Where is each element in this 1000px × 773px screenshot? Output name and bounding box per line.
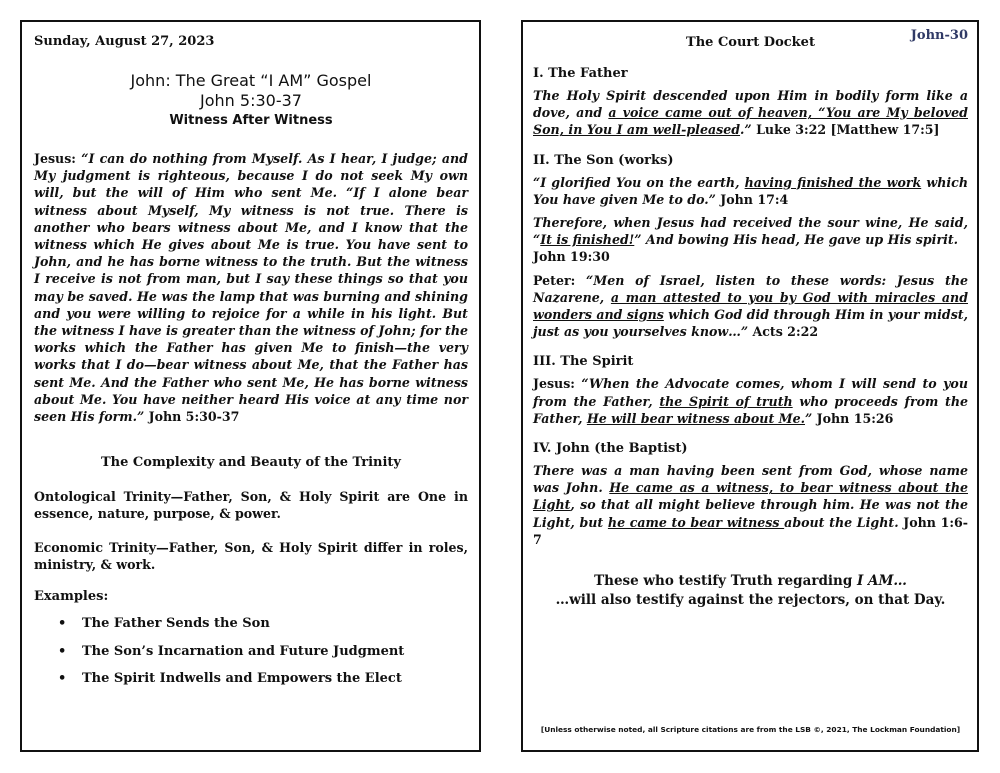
john-witness: There was a man having been sent from God, whose name was John. He came as a witness, to bear witness about the Light, so that all might believe through him. He was not the Light, but he came to bear witness about the Light. John 1:6-7	[533, 463, 968, 547]
list-item: • The Son’s Incarnation and Future Judgment	[58, 638, 468, 666]
trinity-heading: The Complexity and Beauty of the Trinity	[101, 455, 401, 471]
passage-speaker: Jesus:	[34, 151, 76, 166]
bullet-icon: •	[58, 671, 67, 687]
left-page	[20, 20, 481, 752]
list-item: • The Father Sends the Son	[58, 610, 468, 638]
section-father-heading: I. The Father	[533, 66, 628, 81]
list-item: • The Spirit Indwells and Empowers the Elect	[58, 665, 468, 693]
closing-statement: These who testify Truth regarding I AM… …will also testify against the rejectors, on that Day.	[555, 573, 946, 609]
right-page	[521, 20, 979, 752]
father-citation: Luke 3:22 [Matthew 17:5]	[756, 122, 940, 138]
son-witness-2: Therefore, when Jesus had received the sour wine, He said, “It is finished!” And bowing His head, He gave up His spirit. John 19:30	[533, 215, 968, 265]
page-label: John-30	[910, 28, 968, 43]
economic-trinity: Economic Trinity—Father, Son, & Holy Spirit differ in roles, ministry, & work.	[34, 539, 468, 572]
examples-list	[34, 610, 468, 693]
ontological-trinity: Ontological Trinity—Father, Son, & Holy Spirit are One in essence, nature, purpose, & power.	[34, 489, 468, 522]
sermon-title: John: The Great “I AM” Gospel	[130, 71, 372, 90]
sermon-subtitle: Witness After Witness	[169, 113, 333, 128]
bullet-icon: •	[58, 616, 67, 632]
section-spirit-heading: III. The Spirit	[533, 354, 634, 370]
scripture-footnote: [Unless otherwise noted, all Scripture citations are from the LSB ©, 2021, The Lockman Foundation]	[540, 725, 961, 734]
section-john-heading: IV. John (the Baptist)	[533, 441, 688, 457]
section-son-heading: II. The Son (works)	[533, 152, 674, 168]
sermon-date: Sunday, August 27, 2023	[34, 34, 215, 49]
main-passage	[34, 150, 468, 425]
docket-title: The Court Docket	[686, 35, 815, 50]
examples-label: Examples:	[34, 589, 109, 605]
passage-citation: John 5:30-37	[148, 409, 240, 425]
son-witness-3: Peter: “Men of Israel, listen to these words: Jesus the Nazarene, a man attested to you by God with miracles and wonders and signs which God did through Him in your midst, just as you yourselves know…” Acts 2:22	[533, 272, 968, 340]
sermon-reference: John 5:30-37	[200, 91, 302, 110]
bullet-icon: •	[58, 643, 67, 659]
docket-header	[533, 28, 968, 58]
spirit-witness: Jesus: “When the Advocate comes, whom I will send to you from the Father, the Spirit of truth who proceeds from the Father, He will bear witness about Me.” John 15:26	[533, 376, 968, 426]
father-witness: The Holy Spirit descended upon Him in bodily form like a dove, and a voice came out of heaven, “You are My beloved Son, in You I am well-pleased.” Luke 3:22 [Matthew 17:5]	[533, 88, 968, 138]
son-witness-1: “I glorified You on the earth, having finished the work which You have given Me to do.” John 17:4	[533, 174, 968, 207]
passage-text: “I can do nothing from Myself. As I hear, I judge; and My judgment is righteous, because I do not seek My own will, but the will of Him who sent Me. “If I alone bear witness about Myself, My witness is not true. There is another who bears witness about Me, and I know that the witness which He gives about Me is true. You have sent to John, and he has borne witness to the truth. But the witness I receive is not from man, but I say these things so that you may be saved. He was the lamp that was burning and shining and you were willing to rejoice for a while in his light. But the witness I have is greater than the witness of John; for the works which the Father has given Me to finish—the very works that I do—bear witness about Me, that the Father has sent Me. And the Father who sent Me, He has borne witness about Me. You have neither heard His voice at any time nor seen His form.”	[34, 151, 468, 425]
